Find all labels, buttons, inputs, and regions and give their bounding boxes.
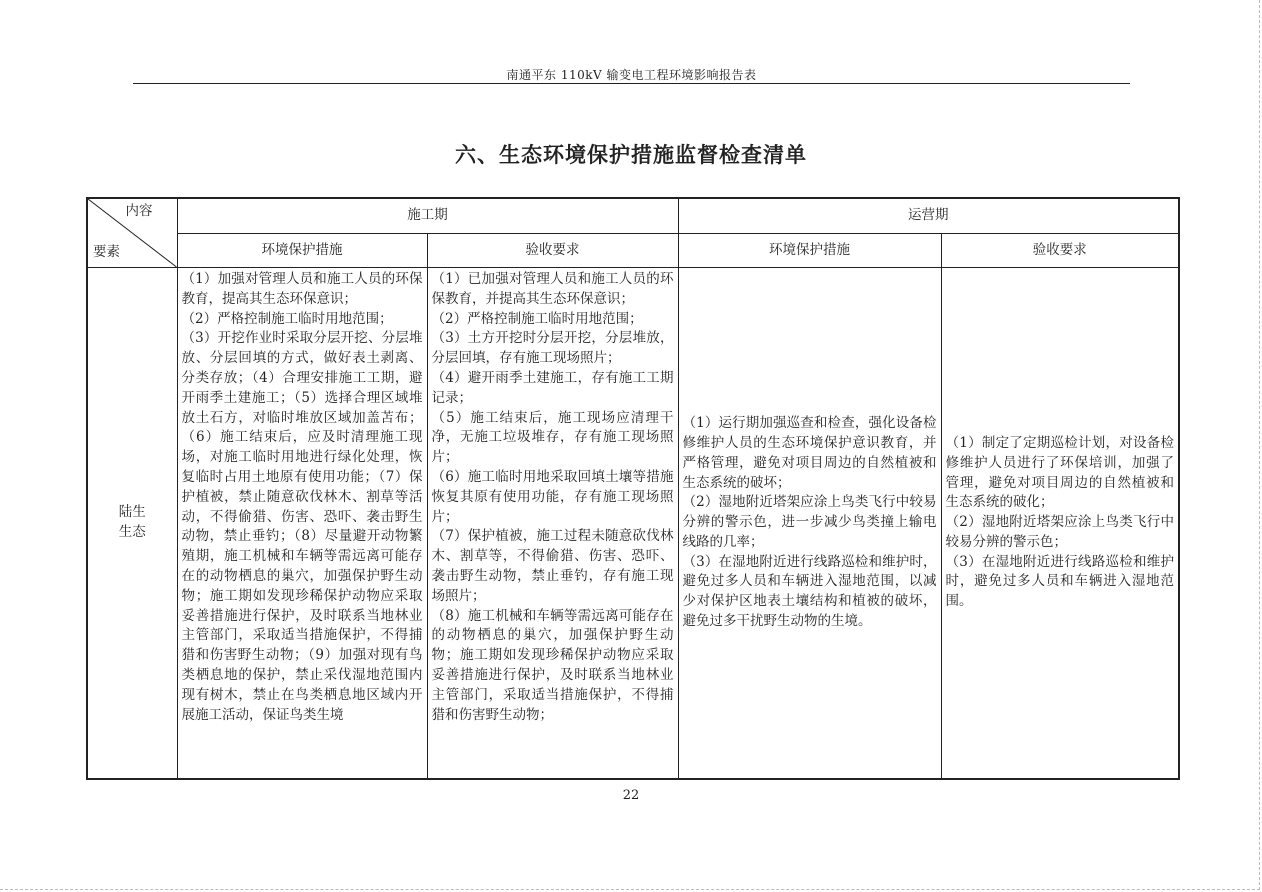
supervision-checklist-table	[86, 197, 1180, 780]
section-title: 六、生态环境保护措施监督检查清单	[455, 143, 807, 167]
operation-acceptance-cell: （1）制定了定期巡检计划，对设备检修维护人员进行了环保培训，加强了管理，避免对项目周边的自然植被和生态系统的破化； （2）湿地附近塔架应涂上鸟类飞行中较易分辨的警示色； （3）在湿地附近进行线路巡检和维护时，避免过多人员和车辆进入湿地范围。	[941, 268, 1179, 780]
header-operation-acceptance: 验收要求	[941, 234, 1179, 268]
corner-label-factor: 要素	[93, 244, 120, 261]
header-construction-acceptance: 验收要求	[427, 234, 678, 268]
header-rule	[133, 83, 1130, 84]
construction-measures-cell: （1）加强对管理人员和施工人员的环保教育，提高其生态环保意识； （2）严格控制施工临时用地范围； （3）开挖作业时采取分层开挖、分层堆放、分层回填的方式，做好表土剥离、分类存放；（4）合理安排施工工期，避开雨季土建施工；（5）选择合理区域堆放土石方，对临时堆放区域加盖苫布；（6）施工结束后，应及时清理施工现场，对施工临时用地进行绿化处理，恢复临时占用土地原有使用功能；（7）保护植被，禁止随意砍伐林木、割草等活动，不得偷猎、伤害、恐吓、袭击野生动物，禁止垂钓；（8）尽量避开动物繁殖期，施工机械和车辆等需远离可能存在的动物栖息的巢穴，加强保护野生动物；施工期如发现珍稀保护动物应采取妥善措施进行保护，及时联系当地林业主管部门，采取适当措施保护，不得捕猎和伤害野生动物；（9）加强对现有鸟类栖息地的保护，禁止采伐湿地范围内现有树木，禁止在鸟类栖息地区域内开展施工活动，保证鸟类生境	[177, 268, 427, 780]
construction-acceptance-cell: （1）已加强对管理人员和施工人员的环保教育，并提高其生态环保意识； （2）严格控制施工临时用地范围； （3）土方开挖时分层开挖，分层堆放，分层回填，存有施工现场照片； （4）避开雨季土建施工，存有施工工期记录； （5）施工结束后，施工现场应清理干净，无施工垃圾堆存，存有施工现场照片； （6）施工临时用地采取回填土壤等措施恢复其原有使用功能，存有施工现场照片； （7）保护植被，施工过程未随意砍伐林木、割草等，不得偷猎、伤害、恐吓、袭击野生动物，禁止垂钓，存有施工现场照片； （8）施工机械和车辆等需远离可能存在的动物栖息的巢穴，加强保护野生动物；施工期如发现珍稀保护动物应采取妥善措施进行保护，及时联系当地林业主管部门，采取适当措施保护，不得捕猎和伤害野生动物；	[427, 268, 678, 780]
running-header: 南通平东 110kV 输变电工程环境影响报告表	[506, 68, 757, 82]
table-row	[87, 268, 1179, 780]
factor-label-line2: 生态	[118, 524, 146, 540]
header-operation-phase: 运营期	[678, 198, 1179, 234]
header-construction-measures: 环境保护措施	[177, 234, 427, 268]
corner-label-content: 内容	[125, 203, 153, 219]
factor-label-line1: 陆生	[118, 504, 146, 521]
table-header-row-phase	[87, 198, 1179, 234]
header-operation-measures: 环境保护措施	[678, 234, 941, 268]
factor-cell-terrestrial-ecology	[87, 268, 177, 780]
page-number: 22	[622, 788, 640, 803]
operation-measures-cell: （1）运行期加强巡查和检查，强化设备检修维护人员的生态环境保护意识教育，并严格管理，避免对项目周边的自然植被和生态系统的破坏； （2）湿地附近塔架应涂上鸟类飞行中较易分辨的警示色，进一步减少鸟类撞上输电线路的几率； （3）在湿地附近进行线路巡检和维护时，避免过多人员和车辆进入湿地范围，以减少对保护区地表土壤结构和植被的破坏，避免过多干扰野生动物的生境。	[678, 268, 941, 780]
corner-cell	[87, 198, 177, 268]
table-header-row-columns	[87, 234, 1179, 268]
header-construction-phase: 施工期	[177, 198, 678, 234]
